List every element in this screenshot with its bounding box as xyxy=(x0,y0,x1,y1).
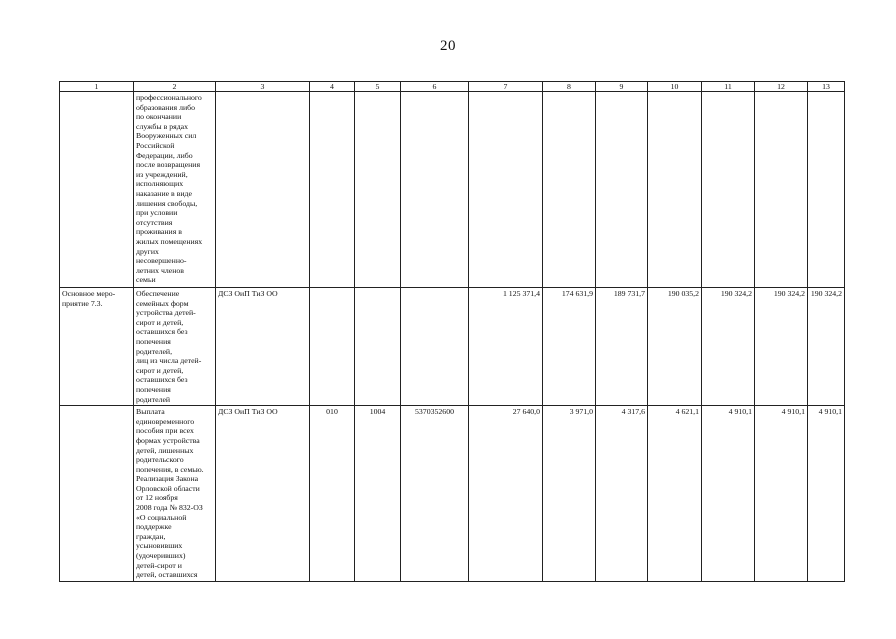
table-row xyxy=(60,92,845,288)
year-cell: 190 035,2 xyxy=(648,288,702,406)
executor-cell: ДСЗ ОиП ТиЗ ОО xyxy=(216,406,310,582)
col-header: 1 xyxy=(60,82,134,92)
year-cell: 174 631,9 xyxy=(543,288,596,406)
col-header: 11 xyxy=(702,82,755,92)
csr-cell: 5370352600 xyxy=(401,406,469,582)
col-header: 3 xyxy=(216,82,310,92)
year-cell: 3 971,0 xyxy=(543,406,596,582)
table-row xyxy=(60,288,845,406)
col-header: 8 xyxy=(543,82,596,92)
csr-cell xyxy=(401,288,469,406)
grbs-cell: 010 xyxy=(310,406,355,582)
col-header: 13 xyxy=(808,82,845,92)
year-cell xyxy=(648,92,702,288)
header-row xyxy=(60,82,845,92)
row-description: Обеспечение семейных форм устройства детей- сирот и детей, оставшихся без попечения родителей, лиц из числа детей- сирот и детей, оставшихся без попечения родителей xyxy=(134,288,216,406)
row-label xyxy=(60,92,134,288)
table-row xyxy=(60,406,845,582)
col-header: 6 xyxy=(401,82,469,92)
row-description: профессионального образования либо по окончании службы в рядах Вооруженных сил Российской Федерации, либо после возвращения из учреждений, исполняющих наказание в виде лишения свободы, при условии отсутствия проживания в жилых помещениях других несовершенно- летних членов семьи xyxy=(134,92,216,288)
col-header: 9 xyxy=(596,82,648,92)
year-cell xyxy=(755,92,808,288)
row-label xyxy=(60,406,134,582)
budget-table xyxy=(59,81,845,582)
page-number: 20 xyxy=(440,38,456,54)
year-cell: 190 324,2 xyxy=(755,288,808,406)
executor-cell: ДСЗ ОиП ТиЗ ОО xyxy=(216,288,310,406)
year-cell: 4 910,1 xyxy=(702,406,755,582)
col-header: 12 xyxy=(755,82,808,92)
year-cell: 4 317,6 xyxy=(596,406,648,582)
row-label: Основное меро- приятие 7.3. xyxy=(60,288,134,406)
year-cell xyxy=(702,92,755,288)
col-header: 10 xyxy=(648,82,702,92)
rzpr-cell xyxy=(355,288,401,406)
executor-cell xyxy=(216,92,310,288)
total-cell: 1 125 371,4 xyxy=(469,288,543,406)
year-cell: 4 910,1 xyxy=(808,406,845,582)
year-cell: 190 324,2 xyxy=(808,288,845,406)
year-cell xyxy=(808,92,845,288)
total-cell xyxy=(469,92,543,288)
col-header: 2 xyxy=(134,82,216,92)
grbs-cell xyxy=(310,92,355,288)
col-header: 4 xyxy=(310,82,355,92)
year-cell: 4 910,1 xyxy=(755,406,808,582)
grbs-cell xyxy=(310,288,355,406)
rzpr-cell: 1004 xyxy=(355,406,401,582)
year-cell: 4 621,1 xyxy=(648,406,702,582)
col-header: 7 xyxy=(469,82,543,92)
rzpr-cell xyxy=(355,92,401,288)
year-cell: 189 731,7 xyxy=(596,288,648,406)
year-cell: 190 324,2 xyxy=(702,288,755,406)
csr-cell xyxy=(401,92,469,288)
year-cell xyxy=(543,92,596,288)
row-description: Выплата единовременного пособия при всех формах устройства детей, лишенных родительского попечения, в семью. Реализация Закона Орловской области от 12 ноября 2008 года № 832-ОЗ «О социальной поддержке граждан, усыновивших (удочеривших) детей-сирот и детей, оставшихся xyxy=(134,406,216,582)
col-header: 5 xyxy=(355,82,401,92)
total-cell: 27 640,0 xyxy=(469,406,543,582)
year-cell xyxy=(596,92,648,288)
